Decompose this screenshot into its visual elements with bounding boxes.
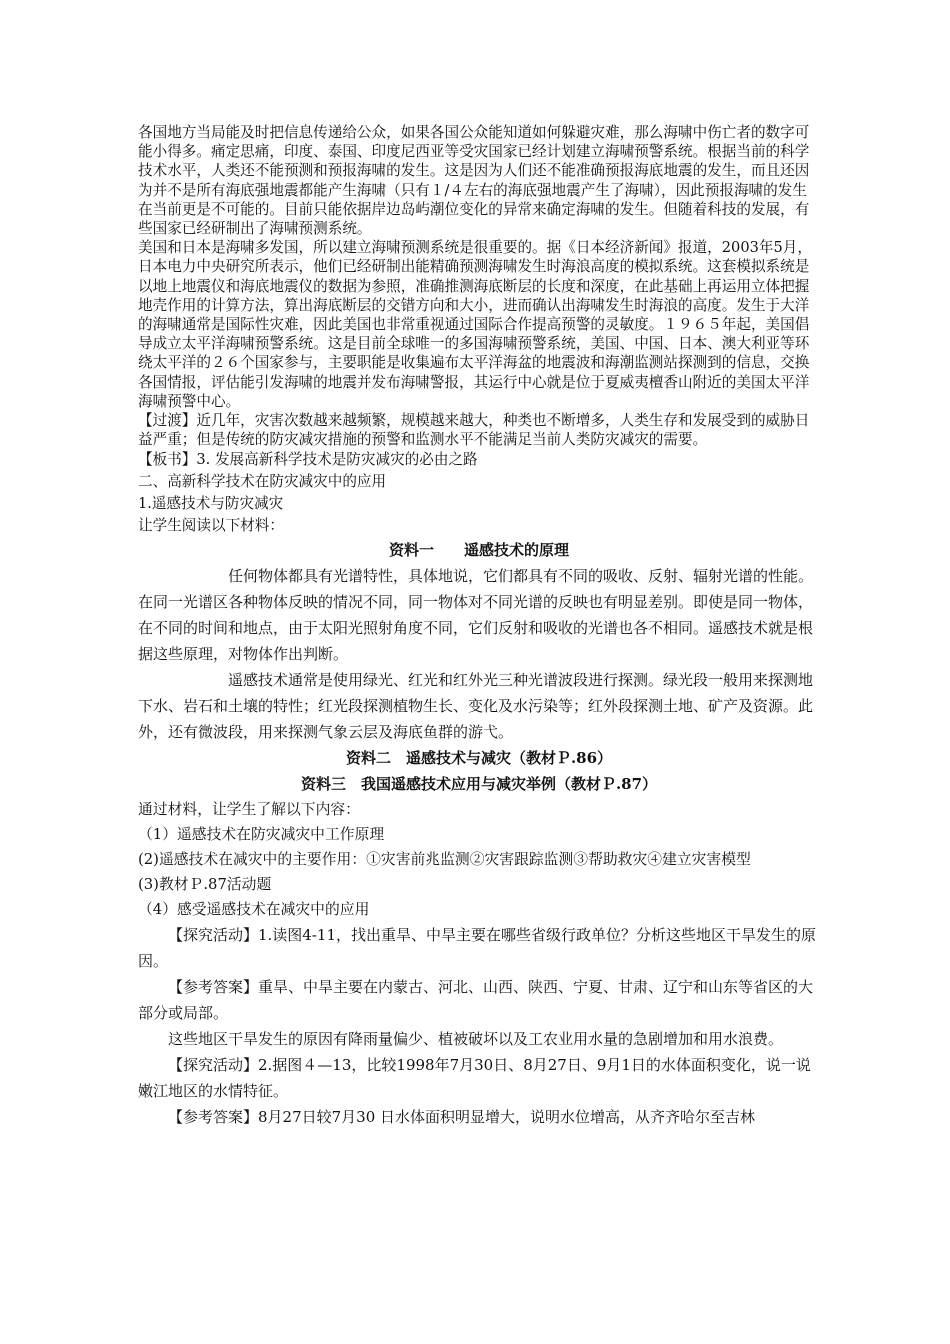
instruction: 让学生阅读以下材料： (138, 517, 284, 535)
activity-answer: 【参考答案】重旱、中旱主要在内蒙古、河北、山西、陕西、宁夏、甘肃、辽宁和山东等省区的大部分或局部。 (138, 978, 814, 1023)
activity-answer: 这些地区干旱发生的原因有降雨量偏少、植被破坏以及工农业用水量的急剧增加和用水浪费。 (168, 1030, 784, 1049)
material-title: 资料二 遥感技术与减灾（教材Ｐ.86） (345, 749, 613, 768)
intro-block (138, 123, 820, 449)
transition-paragraph: 【过渡】近几年，灾害次数越来越频繁，规模越来越大，种类也不断增多，人类生存和发展受到的威胁日益严重；但是传统的防灾减灾措施的预警和监测水平不能满足当前人类防灾减灾的需要。 (138, 412, 810, 449)
subsection-heading: 1.遥感技术与防灾减灾 (138, 495, 284, 513)
material-title: 资料一 遥感技术的原理 (388, 541, 569, 560)
list-item: (2)遥感技术在减灾中的主要作用：①灾害前兆监测②灾害跟踪监测③帮助救灾④建立灾害模型 (138, 851, 751, 869)
activity-answer: 【参考答案】8月27日较7月30 日水体面积明显增大，说明水位增高，从齐齐哈尔至吉林 (168, 1108, 756, 1127)
activities (138, 922, 820, 1130)
list-item: (3)教材Ｐ.87活动题 (138, 876, 272, 894)
section-heading: 二、高新科学技术在防灾减灾中的应用 (138, 473, 387, 491)
document-page (138, 123, 820, 1130)
material-one (138, 537, 820, 797)
paragraph: 美国和日本是海啸多发国，所以建立海啸预测系统是很重要的。据《日本经济新闻》报道，2003年5月，日本电力中央研究所表示，他们已经研制出能精确预测海啸发生时海浪高度的模拟系统。这套模拟系统是以地上地震仪和海底地震仪的数据为参照，准确推测海底断层的长度和深度，在此基础上再运用立体把握地壳作用的计算方法，算出海底断层的交错方向和大小，进而确认出海啸发生时海浪的高度。发生于大洋的海啸通常是国际性灾难，因此美国也非常重视通过国际合作提高预警的灵敏度。１９６５年起，美国倡导成立太平洋海啸预警系统。这是目前全球唯一的多国海啸预警系统，美国、中国、日本、澳大利亚等环绕太平洋的２６个国家参与，主要职能是收集遍布太平洋海盆的地震波和海潮监测站探测到的信息，交换各国情报，评估能引发海啸的地震并发布海啸警报，其运行中心就是位于夏威夷檀香山附近的美国太平洋海啸预警中心。 (138, 239, 812, 410)
board-note: 【板书】3. 发展高新科学技术是防灾减灾的必由之路 (138, 451, 478, 469)
board-section (138, 449, 820, 537)
activity-question: 【探究活动】1.读图4-11，找出重旱、中旱主要在哪些省级行政单位？分析这些地区干旱发生的原因。 (138, 926, 817, 971)
paragraph: 各国地方当局能及时把信息传递给公众，如果各国公众能知道如何躲避灾难，那么海啸中伤亡者的数字可能小得多。痛定思痛，印度、泰国、印度尼西亚等受灾国家已经计划建立海啸预警系统。根据当前的科学技术水平，人类还不能预测和预报海啸的发生。这是因为人们还不能准确预报海底地震的发生，而且还因为并不是所有海底强地震都能产生海啸（只有１/４左右的海底强地震产生了海啸），因此预报海啸的发生在当前更是不可能的。目前只能依据岸边岛屿潮位变化的异常来确定海啸的发生。但随着科技的发展，有些国家已经研制出了海啸预测系统。 (138, 124, 810, 238)
material-title: 资料三 我国遥感技术应用与减灾举例（教材Ｐ.87） (300, 775, 658, 794)
material-paragraph: 遥感技术通常是使用绿光、红光和红外光三种光谱波段进行探测。绿光段一般用来探测地下水、岩石和土壤的特性；红光段探测植物生长、变化及水污染等；红外段探测土地、矿产及资源。此外，还有微波段，用来探测气象云层及海底鱼群的游弋。 (138, 671, 814, 742)
material-paragraph: 任何物体都具有光谱特性，具体地说，它们都具有不同的吸收、反射、辐射光谱的性能。在同一光谱区各种物体反映的情况不同，同一物体对不同光谱的反映也有明显差别。即使是同一物体，在不同的时间和地点，由于太阳光照射角度不同，它们反射和吸收的光谱也各不相同。遥感技术就是根据这些原理，对物体作出判断。 (138, 567, 814, 664)
list-item: （1）遥感技术在防灾减灾中工作原理 (138, 826, 385, 844)
learning-points (138, 797, 820, 922)
list-item: （4）感受遥感技术在减灾中的应用 (138, 901, 370, 919)
intro-line: 通过材料，让学生了解以下内容： (138, 801, 360, 819)
activity-question: 【探究活动】2.据图４—13，比较1998年7月30日、8月27日、9月1日的水体面积变化，说一说嫩江地区的水情特征。 (138, 1056, 811, 1101)
